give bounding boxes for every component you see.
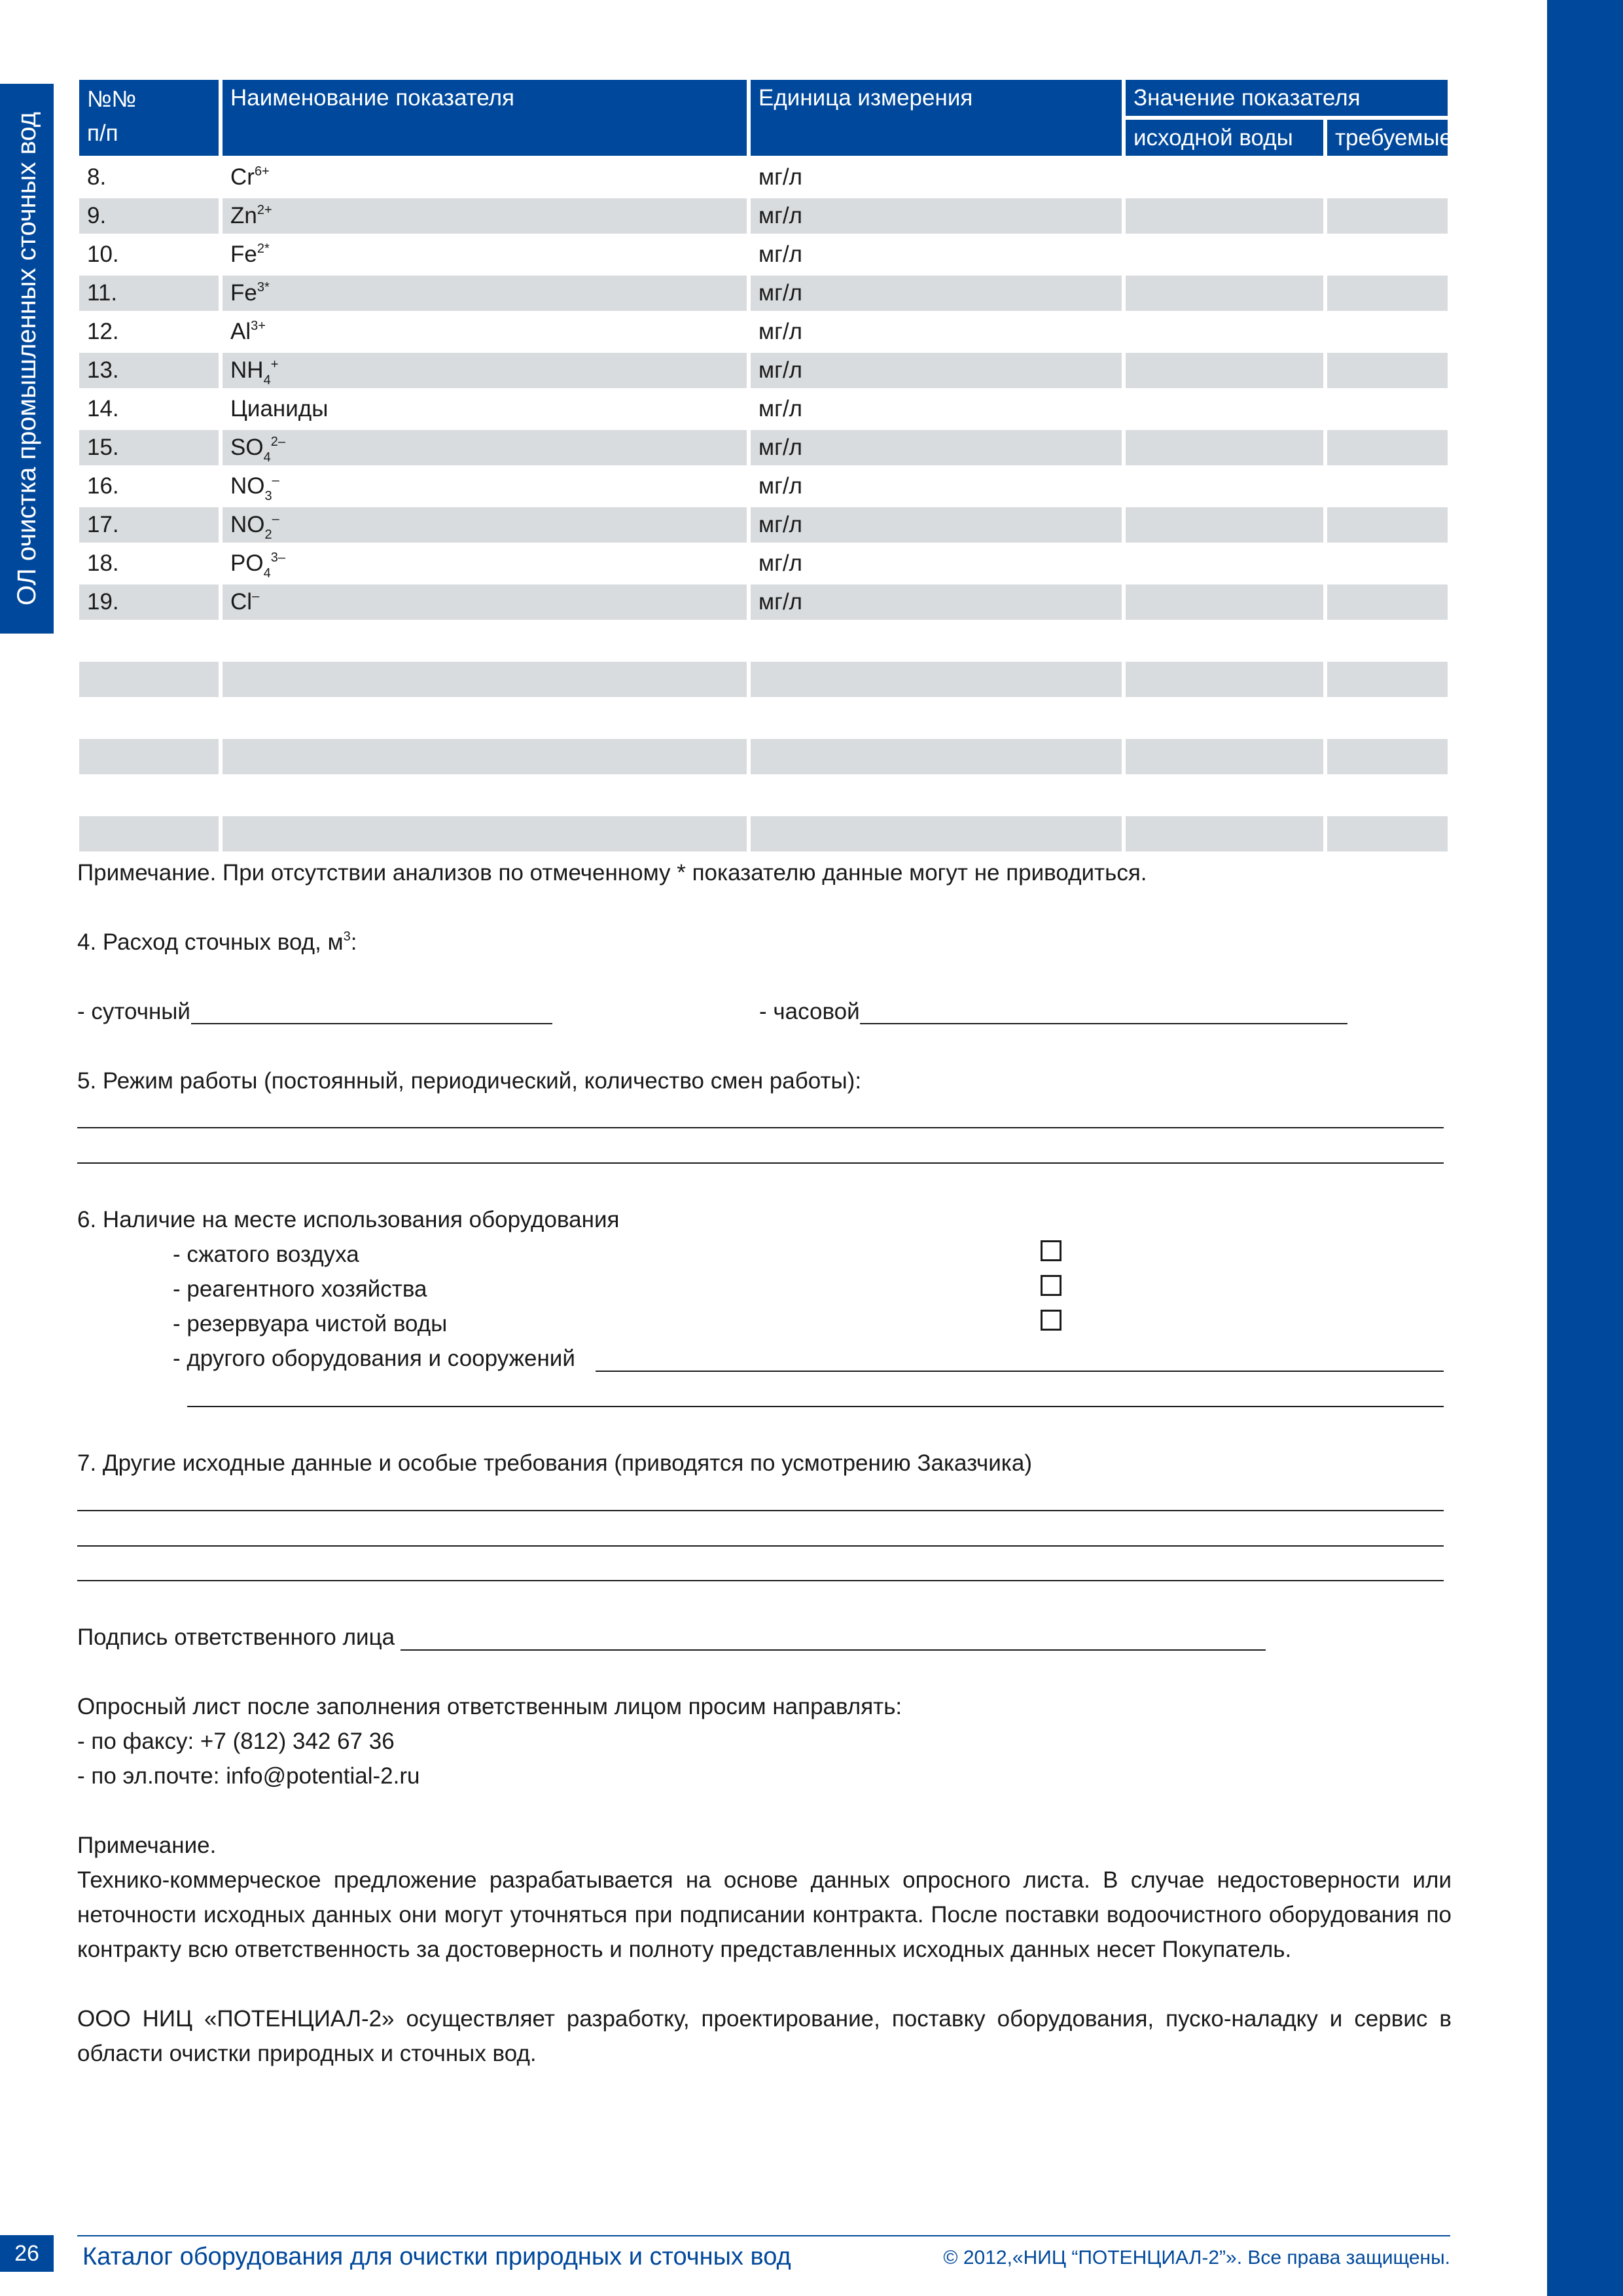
indicator-superscript: – [272,512,279,526]
q4-hourly-input-line[interactable] [860,1023,1347,1024]
table-row [79,391,1448,427]
table-row [79,778,1448,813]
indicator-name [223,160,747,195]
indicator-name [223,430,747,465]
table-row [79,662,1448,697]
indicator-superscript: – [252,589,260,603]
indicator-superscript: 3* [257,280,270,295]
q4-daily-label: - суточный [77,999,190,1024]
right-edge-bar [1547,0,1623,2296]
indicator-name [223,469,747,504]
indicator-base: PO [230,550,264,576]
indicator-superscript: 3+ [251,319,266,333]
row-number: 14. [87,396,119,422]
unit-cell: мг/л [758,550,802,576]
indicator-name [223,314,747,350]
row-number [79,623,219,658]
required-value-input[interactable] [1327,546,1448,581]
q6-item-reagent: - реагентного хозяйства [173,1276,427,1302]
table-row [79,700,1448,736]
table-row [79,237,1448,272]
indicator-superscript: 6+ [254,164,270,179]
row-number: 9. [79,198,219,234]
initial-value-input[interactable] [1126,739,1323,774]
indicator-base: Zn [230,203,257,228]
row-number: 13. [79,353,219,388]
required-value-input[interactable] [1327,507,1448,543]
indicator-name [223,353,747,388]
indicator-name [223,700,747,736]
unit-cell [751,778,1122,813]
indicator-name [223,237,747,272]
unit-cell: мг/л [758,242,802,267]
header-num-line2: п/п [87,120,118,146]
q5-title: 5. Режим работы (постоянный, периодический, количество смен работы): [77,1068,862,1094]
q7-input-line-1[interactable] [77,1510,1444,1511]
indicator-superscript: 2+ [257,203,272,217]
indicator-name [223,662,747,697]
initial-value-input[interactable] [1126,546,1323,581]
initial-value-input[interactable] [1126,469,1323,504]
unit-cell [751,739,1122,774]
side-tab [0,84,54,634]
required-value-input[interactable] [1327,584,1448,620]
q4-title-text: 4. Расход сточных вод, м [77,929,344,955]
row-number [79,739,219,774]
required-value-input[interactable] [1327,700,1448,736]
unit-cell: мг/л [758,473,802,499]
indicator-name [223,507,747,543]
row-number [79,778,219,813]
initial-value-input[interactable] [1126,584,1323,620]
indicator-superscript: 3– [270,550,285,565]
send-email: - по эл.почте: info@potential-2.ru [77,1763,420,1789]
row-number [79,662,219,697]
indicator-name [223,391,747,427]
q4-title-sup: 3 [343,929,351,944]
unit-cell [751,623,1122,658]
initial-value-input[interactable] [1126,816,1323,852]
unit-cell [751,816,1122,852]
required-value-input[interactable] [1327,778,1448,813]
unit-cell: мг/л [751,353,1122,388]
q6-item-other: - другого оборудования и сооружений [173,1346,575,1371]
note2-title: Примечание. [77,1833,217,1858]
required-value-input[interactable] [1327,160,1448,195]
required-value-input[interactable] [1327,276,1448,311]
row-number: 15. [79,430,219,465]
indicator-name [223,546,747,581]
required-value-input[interactable] [1327,391,1448,427]
q4-hourly-label: - часовой [759,999,860,1024]
row-number: 10. [87,242,119,267]
unit-cell: мг/л [751,276,1122,311]
table-row [79,430,1448,465]
footer-title: Каталог оборудования для очистки природных и сточных вод [82,2243,791,2270]
header-num-line1: №№ [87,86,137,112]
header-name: Наименование показателя [223,80,747,156]
initial-value-input[interactable] [1126,237,1323,272]
indicator-subscript: 4 [263,373,271,387]
q6-item-reservoir: - резервуара чистой воды [173,1311,448,1336]
indicator-subscript: 4 [263,450,271,465]
required-value-input[interactable] [1327,314,1448,350]
unit-cell [751,700,1122,736]
unit-cell: мг/л [751,507,1122,543]
indicator-name [223,778,747,813]
required-value-input[interactable] [1327,430,1448,465]
row-number: 18. [87,550,119,576]
row-number [79,816,219,852]
table-row [79,546,1448,581]
indicator-base: Cr [230,164,255,190]
initial-value-input[interactable] [1126,391,1323,427]
indicator-base: NH [230,357,264,383]
initial-value-input[interactable] [1126,662,1323,697]
signature-input-line[interactable] [401,1649,1266,1651]
q7-input-line-2[interactable] [77,1545,1444,1547]
table-row [79,816,1448,852]
required-value-input[interactable] [1327,662,1448,697]
row-number: 11. [79,276,219,311]
q4-title-end: : [350,929,357,955]
indicator-base: Al [230,319,251,344]
initial-value-input[interactable] [1126,314,1323,350]
initial-value-input[interactable] [1126,353,1323,388]
table-row [79,276,1448,311]
required-value-input[interactable] [1327,623,1448,658]
initial-value-input[interactable] [1126,700,1323,736]
page-number: 26 [0,2235,54,2272]
q4-daily-input-line[interactable] [191,1023,552,1024]
indicator-name [223,584,747,620]
note2-text: Технико-коммерческое предложение разрабатывается на основе данных опросного листа. В случае недостоверности или неточности исходных данных они могут уточняться при подписании контракта. После поставки водоочистного оборудования по контракту всю ответственность за достоверность и полноту представленных исходных данных несет Покупатель. [77,1867,1452,1962]
indicator-subscript: 2 [264,528,272,542]
required-value-input[interactable] [1327,237,1448,272]
company-text: ООО НИЦ «ПОТЕНЦИАЛ-2» осуществляет разработку, проектирование, поставку оборудования, пуско-наладку и сервис в области очистки природных и сточных вод. [77,2006,1452,2066]
row-number: 12. [87,319,119,344]
q7-input-line-3[interactable] [77,1580,1444,1581]
table-row [79,314,1448,350]
q6-other-input-line-1[interactable] [596,1371,1444,1372]
unit-cell: мг/л [758,396,802,422]
q6-air-checkbox[interactable] [1041,1240,1061,1261]
initial-value-input[interactable] [1126,430,1323,465]
send-fax: - по факсу: +7 (812) 342 67 36 [77,1729,395,1754]
initial-value-input[interactable] [1126,160,1323,195]
row-number: 8. [87,164,107,190]
indicator-superscript: + [270,357,279,372]
indicator-name [223,816,747,852]
indicator-subscript: 4 [263,566,271,581]
indicator-base: Fe [230,280,257,306]
initial-value-input[interactable] [1126,507,1323,543]
initial-value-input[interactable] [1126,276,1323,311]
unit-cell: мг/л [751,198,1122,234]
required-value-input[interactable] [1327,816,1448,852]
signature-label: Подпись ответственного лица [77,1624,395,1650]
required-value-input[interactable] [1327,198,1448,234]
unit-cell: мг/л [758,164,802,190]
header-num [79,80,219,156]
indicator-base: Fe [230,242,257,267]
unit-cell: мг/л [758,319,802,344]
q5-input-line-2[interactable] [77,1162,1444,1164]
indicator-superscript: 2* [257,242,270,256]
unit-cell: мг/л [751,430,1122,465]
indicator-name [223,276,747,311]
indicator-superscript: – [272,473,279,488]
table-row [79,584,1448,620]
initial-value-input[interactable] [1126,198,1323,234]
required-value-input[interactable] [1327,739,1448,774]
indicator-base: Цианиды [230,396,329,422]
q6-reagent-checkbox[interactable] [1041,1275,1061,1296]
q5-input-line-1[interactable] [77,1127,1444,1128]
indicator-name [223,739,747,774]
footer-rule [77,2235,1450,2236]
row-number: 17. [79,507,219,543]
send-intro: Опросный лист после заполнения ответственным лицом просим направлять: [77,1694,902,1719]
indicator-base: NO [230,512,265,537]
q6-title: 6. Наличие на месте использования оборудования [77,1207,620,1232]
q6-reservoir-checkbox[interactable] [1041,1310,1061,1331]
header-value: Значение показателя [1126,80,1448,116]
q4-title [77,928,357,957]
indicator-base: NO [230,473,265,499]
side-tab-label: ОЛ очистка промышленных сточных вод [12,111,41,606]
q6-other-input-line-2[interactable] [187,1406,1444,1407]
header-unit: Единица измерения [751,80,1122,156]
indicator-name [223,198,747,234]
q6-item-air: - сжатого воздуха [173,1242,359,1267]
row-number: 19. [79,584,219,620]
initial-value-input[interactable] [1126,623,1323,658]
table-row [79,353,1448,388]
table-row [79,623,1448,658]
indicator-name [223,623,747,658]
q7-title: 7. Другие исходные данные и особые требования (приводятся по усмотрению Заказчика) [77,1450,1032,1476]
row-number: 16. [87,473,119,499]
indicator-subscript: 3 [264,489,272,503]
table-row [79,160,1448,195]
indicator-base: Cl [230,589,253,615]
required-value-input[interactable] [1327,469,1448,504]
unit-cell: мг/л [751,584,1122,620]
table-row [79,198,1448,234]
note-analysis: Примечание. При отсутствии анализов по отмеченному * показателю данные могут не приводиться. [77,860,1147,886]
initial-value-input[interactable] [1126,778,1323,813]
table-row [79,507,1448,543]
table-row [79,469,1448,504]
required-value-input[interactable] [1327,353,1448,388]
header-initial: исходной воды [1126,120,1323,156]
footer-copyright: © 2012,«НИЦ “ПОТЕНЦИАЛ-2”». Все права защищены. [943,2247,1450,2269]
table-row [79,739,1448,774]
indicator-base: SO [230,435,264,460]
header-required: требуемые [1327,120,1448,156]
row-number [79,700,219,736]
unit-cell [751,662,1122,697]
indicator-superscript: 2– [270,435,285,449]
